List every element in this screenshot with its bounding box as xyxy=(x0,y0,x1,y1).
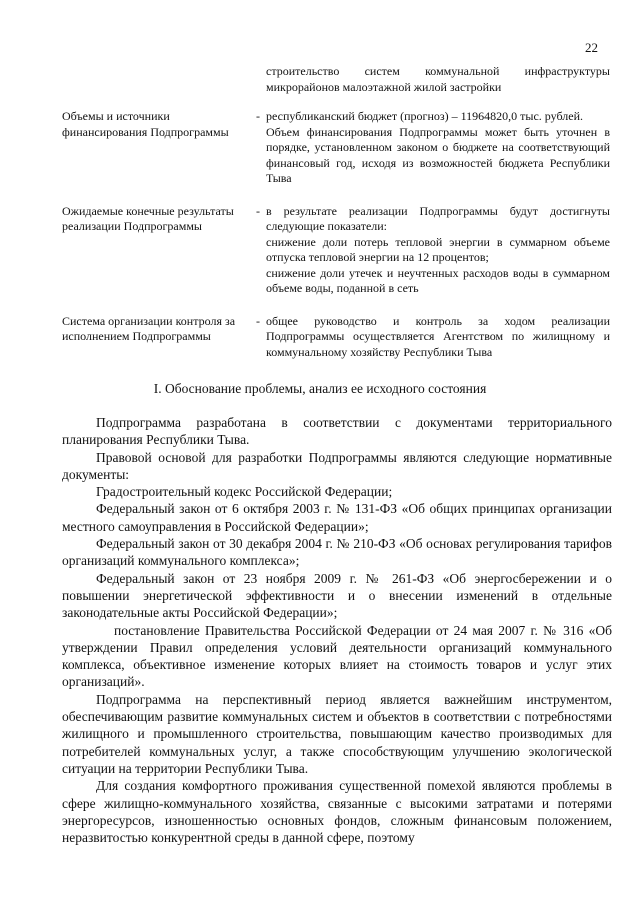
body-paragraph: Федеральный закон от 6 октября 2003 г. № 131-ФЗ «Об общих принципах организации местного самоуправления в Российской Федерации»; xyxy=(62,501,612,534)
body-text xyxy=(62,414,612,846)
passport-value-line: строительство систем коммунальной инфраструктуры микрорайонов малоэтажной жилой застройки xyxy=(266,64,610,94)
body-paragraph: постановление Правительства Российской Федерации от 24 мая 2007 г. № 316 «Об утверждении Правил определения условий деятельности организаций коммунального комплекса, объективное изменение которых влияет на стоимость товаров и услуг этих организаций». xyxy=(62,622,612,690)
body-paragraph: Подпрограмма разработана в соответствии с документами территориального планирования Республики Тыва. xyxy=(62,415,612,448)
passport-value-line: республиканский бюджет (прогноз) – 11964820,0 тыс. рублей. xyxy=(266,109,584,123)
passport-value-line: общее руководство и контроль за ходом реализации Подпрограммы осуществляется Агентством по жилищному и коммунальному хозяйству Республики Тыва xyxy=(266,313,610,359)
passport-value-line: в результате реализации Подпрограммы будут достигнуты следующие показатели: xyxy=(266,203,610,233)
passport-row-value xyxy=(266,109,610,187)
section-heading: I. Обоснование проблемы, анализ ее исходного состояния xyxy=(153,381,487,396)
page-number: 22 xyxy=(585,40,598,55)
passport-row-funding xyxy=(62,109,610,187)
body-paragraph: Градостроительный кодекс Российской Федерации; xyxy=(96,484,393,500)
body-paragraph: Федеральный закон от 30 декабря 2004 г. № 210-ФЗ «Об основах регулирования тарифов организаций коммунального комплекса»; xyxy=(62,536,612,569)
passport-row-value xyxy=(266,64,610,95)
passport-row-continuation xyxy=(62,64,610,95)
passport-row-label xyxy=(62,64,250,95)
passport-table xyxy=(62,64,610,377)
body-paragraph: Федеральный закон от 23 ноября 2009 г. № 261-ФЗ «Об энергосбережении и о повышении энергетической эффективности и о внесении изменений в отдельные законодательные акты Российской Федерации»; xyxy=(62,570,612,621)
body-paragraph: Подпрограмма на перспективный период является важнейшим инструментом, обеспечивающим развитие коммунальных систем и объектов в соответствии с потребностями жилищного и промышленного строительства, повышающим качество производимых для потребителей коммунальных услуг, а также способствующим улучшению экологической ситуации на территории Республики Тыва. xyxy=(62,691,612,776)
passport-row-value xyxy=(266,314,610,361)
passport-row-label: Объемы и источники финансирования Подпрограммы xyxy=(62,109,229,139)
passport-row-results xyxy=(62,204,610,297)
passport-row-dash: - xyxy=(256,313,260,328)
passport-value-line: снижение доли потерь тепловой энергии в суммарном объеме отпуска тепловой энергии на 12 процентов; xyxy=(266,234,610,264)
passport-row-dash xyxy=(250,64,266,95)
passport-row-label: Система организации контроля за исполнением Подпрограммы xyxy=(62,313,236,343)
passport-row-dash: - xyxy=(256,109,260,123)
passport-value-line: Объем финансирования Подпрограммы может быть уточнен в порядке, установленном законом о бюджете на соответствующий финансовый год, исходя из возможностей бюджета Республики Тыва xyxy=(266,124,610,185)
passport-value-line: снижение доли утечек и неучтенных расходов воды в суммарном объеме воды, поданной в сеть xyxy=(266,265,610,295)
body-paragraph: Правовой основой для разработки Подпрограммы являются следующие нормативные документы: xyxy=(62,449,612,482)
passport-row-control xyxy=(62,314,610,361)
passport-row-label: Ожидаемые конечные результаты реализации Подпрограммы xyxy=(62,203,234,233)
passport-row-value xyxy=(266,204,610,297)
passport-row-dash: - xyxy=(256,203,260,218)
body-paragraph: Для создания комфортного проживания существенной помехой являются проблемы в сфере жилищно-коммунального хозяйства, связанные с высокими затратами и потерями энергоресурсов, изношенностью основных фондов, сложным финансовым положением, неразвитостью конкурентной среды в данной сфере, поэтому xyxy=(62,778,612,846)
